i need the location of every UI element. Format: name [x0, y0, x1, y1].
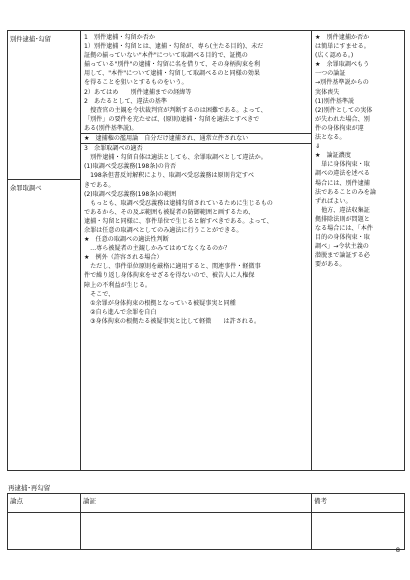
note-line: 単に身体拘束・取: [315, 161, 370, 169]
note-line: 要がある。: [315, 261, 346, 269]
row2-label: 余罪取調べ: [10, 185, 42, 192]
argument-line: …専ら被疑者の主観しかみてはめてなくなるのか？: [84, 245, 231, 253]
note-line: ★ 論証濃度: [315, 152, 351, 160]
argument-line: 捜査官の主観を令状裁判官が判断するのは困難である。よって、: [84, 106, 267, 114]
row-label-betsuken: [8, 31, 81, 180]
note-line: 潜脱まで論証する必: [315, 252, 370, 260]
argument-line: 1）別件逮捕・勾留とは、逮捕・勾留が、専ら(主たる目的)、未だ: [84, 43, 264, 51]
notes-block: [312, 31, 404, 271]
note-line: ⇓: [315, 143, 321, 151]
argument-line: を得ることを狙いとするものをいう。: [84, 79, 188, 87]
header-remarks: 備考: [312, 494, 405, 513]
note-line: →別件基準説からの: [315, 79, 369, 87]
blank-cell-issue: [8, 513, 81, 550]
argument-line: 198条但書反対解釈により、取調べ受忍義務は原則肯定すべ: [84, 172, 254, 180]
note-line: 法であることのみを論: [315, 188, 376, 196]
argument-cell: [81, 31, 312, 471]
argument-line: ただし、事件単位原則を厳格に適用すると、関連事件・軽微事: [84, 263, 261, 271]
note-line: ★ 余罪取調べもう: [315, 61, 370, 69]
blank-cell-remarks: [312, 513, 405, 550]
star-note-line: ★ 逮捕権の濫用論 自分だけ逮捕され、通常立件されない: [84, 135, 249, 143]
blank-cell-argument: [81, 513, 312, 550]
main-table: [7, 30, 405, 471]
argument-line: 証拠の揃っていない"本件"について取調べる目的で、証拠の: [84, 52, 248, 60]
argument-line: 障上の不利益が生じる。: [84, 281, 152, 289]
argument-line: 揃っている"別件"の逮捕・勾留に名を借りて、その身柄拘束を利: [84, 61, 261, 69]
argument-line: 2 あたるとして、違法の基準: [84, 97, 167, 105]
note-line: 目的の身体拘束・取: [315, 234, 370, 242]
notes-cell: [312, 31, 405, 471]
section-title: 再逮捕･再勾留: [8, 484, 51, 492]
argument-line: であるから、その及ぶ範囲も被疑者の防御範囲と画するため、: [84, 208, 255, 216]
argument-line: そこで、: [84, 290, 115, 298]
note-line: なる場合には、「本件: [315, 224, 373, 232]
argument-line: (1)取調べ受忍義務(198条)の肯否: [84, 163, 177, 171]
argument-line: ③身体拘束の根拠たる被疑事実と比して軽微 は許される。: [84, 317, 261, 325]
argument-line: 2）あてはめ 別件逮捕までの経緯等: [84, 88, 192, 96]
argument-line: もっとも、取調べ受忍義務は逮捕勾留されているために生じるもの: [84, 199, 273, 207]
note-line: 場合には、別件逮捕: [315, 179, 370, 187]
note-line: 一つの論証: [315, 70, 346, 78]
note-line: (2)別件としての実体: [315, 106, 373, 114]
note-line: 実体喪失: [315, 88, 340, 96]
row-label-yozai: [8, 180, 81, 471]
note-line: 調べの違法を述べる: [315, 170, 370, 178]
argument-block: [81, 31, 311, 328]
argument-line: 余罪は任意の取調べとしてのみ適法に行うことができる。: [84, 226, 243, 234]
argument-line: 「別件」の要件を充たせば、(原則)逮捕・勾留を適法とすべきで: [84, 115, 260, 123]
bottom-table: [7, 493, 405, 550]
note-line: 件の身体拘束が違: [315, 124, 364, 132]
argument-line: 逮捕・勾留と同様に、事件単位で生じると解すべきである。よって、: [84, 217, 273, 225]
header-argument: 論証: [81, 494, 312, 513]
note-line: ずればよい。: [315, 197, 352, 205]
argument-line: ②自ら進んで余罪を自白: [84, 308, 157, 316]
note-line: (広く認める。): [315, 52, 354, 60]
note-line: は簡単にすませる。: [315, 43, 370, 51]
row1-label: 別件逮捕･勾留: [10, 36, 51, 43]
argument-line: ある(別件基準説)。: [84, 124, 138, 132]
argument-line: (2)取調べ受忍義務(198条)の範囲: [84, 190, 177, 198]
argument-line: 用して、"本件"について逮捕・勾留して取調べるのと同様の効果: [84, 70, 260, 78]
argument-line: ★ 例外（許容される場合）: [84, 254, 163, 262]
note-line: (1)別件基準説: [315, 97, 355, 105]
header-issue: 論点: [8, 494, 81, 513]
page-number: 8: [395, 546, 400, 554]
note-line: が失われた場合、別: [315, 115, 370, 123]
argument-line: ★ 任意の取調べの適法性判断: [84, 236, 169, 244]
note-line: 拠排除法則が問題と: [315, 215, 370, 223]
argument-line: 3 余罪取調べの適否: [84, 145, 143, 153]
argument-line: 別件逮捕・勾留自体は適法としても、余罪取調べとして違法か。: [84, 154, 267, 162]
note-line: ★ 別件逮捕か否か: [315, 34, 370, 41]
argument-line: 件で繰り返し身体拘束をせざるを得ないので、被告人に人権保: [84, 272, 255, 280]
note-line: 他方、違法収集証: [315, 206, 370, 214]
note-line: 調べ」→令状主義の: [315, 243, 369, 251]
argument-line: 1 別件逮捕・勾留か否か: [84, 34, 155, 41]
argument-line: ①余罪が身体拘束の根拠となっている被疑事実と同種: [84, 299, 236, 307]
note-line: 法となる。: [315, 134, 346, 142]
argument-line: きである。: [84, 181, 115, 189]
